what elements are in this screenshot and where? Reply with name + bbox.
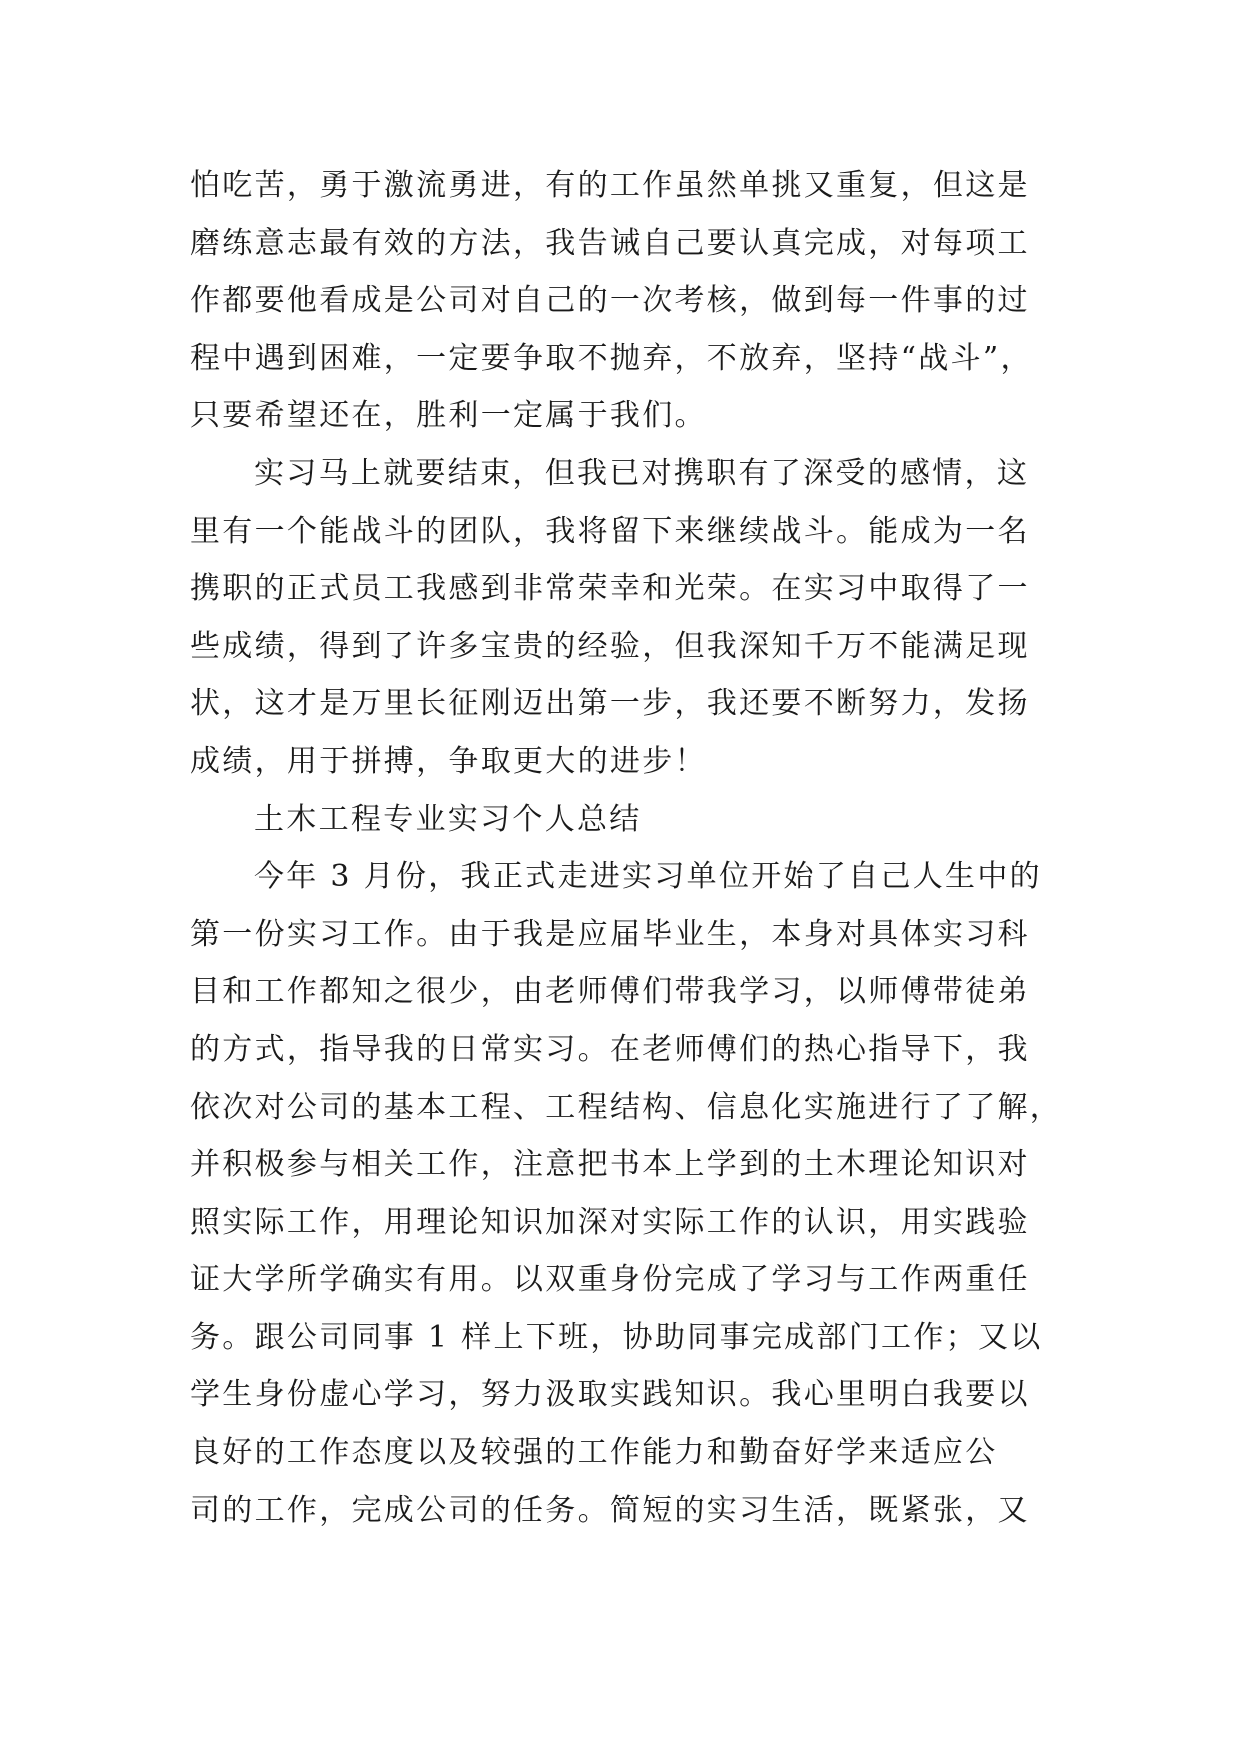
text-line: 目和工作都知之很少，由老师傅们带我学习，以师傅带徒弟 bbox=[190, 974, 1030, 1010]
text-line: 证大学所学确实有用。以双重身份完成了学习与工作两重任 bbox=[190, 1262, 1030, 1298]
text-line: 磨练意志最有效的方法，我告诫自己要认真完成，对每项工 bbox=[190, 225, 1030, 261]
text-line: 的方式，指导我的日常实习。在老师傅们的热心指导下，我 bbox=[190, 1031, 1030, 1067]
text-line: 里有一个能战斗的团队，我将留下来继续战斗。能成为一名 bbox=[190, 513, 1030, 549]
text-line: 照实际工作，用理论知识加深对实际工作的认识，用实践验 bbox=[190, 1204, 1030, 1240]
text-line: 并积极参与相关工作，注意把书本上学到的土木理论知识对 bbox=[190, 1147, 1030, 1183]
text-line: 第一份实习工作。由于我是应届毕业生，本身对具体实习科 bbox=[190, 916, 1030, 952]
document-body bbox=[190, 157, 1063, 1539]
text-line: 成绩，用于拼搏，争取更大的进步！ bbox=[190, 743, 707, 779]
text-line: 良好的工作态度以及较强的工作能力和勤奋好学来适应公 bbox=[190, 1435, 998, 1471]
text-line: 携职的正式员工我感到非常荣幸和光荣。在实习中取得了一 bbox=[190, 571, 1030, 607]
text-line: 些成绩，得到了许多宝贵的经验，但我深知千万不能满足现 bbox=[190, 628, 1030, 664]
section-heading: 土木工程专业实习个人总结 bbox=[254, 801, 642, 837]
text-line: 怕吃苦，勇于激流勇进，有的工作虽然单挑又重复，但这是 bbox=[190, 168, 1030, 203]
text-line: 状，这才是万里长征刚迈出第一步，我还要不断努力，发扬 bbox=[190, 686, 1030, 722]
text-line: 依次对公司的基本工程、工程结构、信息化实施进行了了解， bbox=[190, 1089, 1063, 1125]
text-line: 司的工作，完成公司的任务。简短的实习生活，既紧张，又 bbox=[190, 1492, 1030, 1528]
paragraph-first-line: 今年 3 月份，我正式走进实习单位开始了自己人生中的 bbox=[254, 859, 1042, 895]
text-line: 学生身份虚心学习，努力汲取实践知识。我心里明白我要以 bbox=[190, 1377, 1030, 1413]
text-line: 务。跟公司同事 1 样上下班，协助同事完成部门工作；又以 bbox=[190, 1319, 1043, 1355]
text-line: 程中遇到困难，一定要争取不抛弃，不放弃，坚持“战斗”， bbox=[190, 340, 1033, 376]
paragraph-first-line: 实习马上就要结束，但我已对携职有了深受的感情，这 bbox=[254, 455, 1030, 491]
text-line: 作都要他看成是公司对自己的一次考核，做到每一件事的过 bbox=[190, 283, 1030, 319]
text-line: 只要希望还在，胜利一定属于我们。 bbox=[190, 398, 707, 434]
